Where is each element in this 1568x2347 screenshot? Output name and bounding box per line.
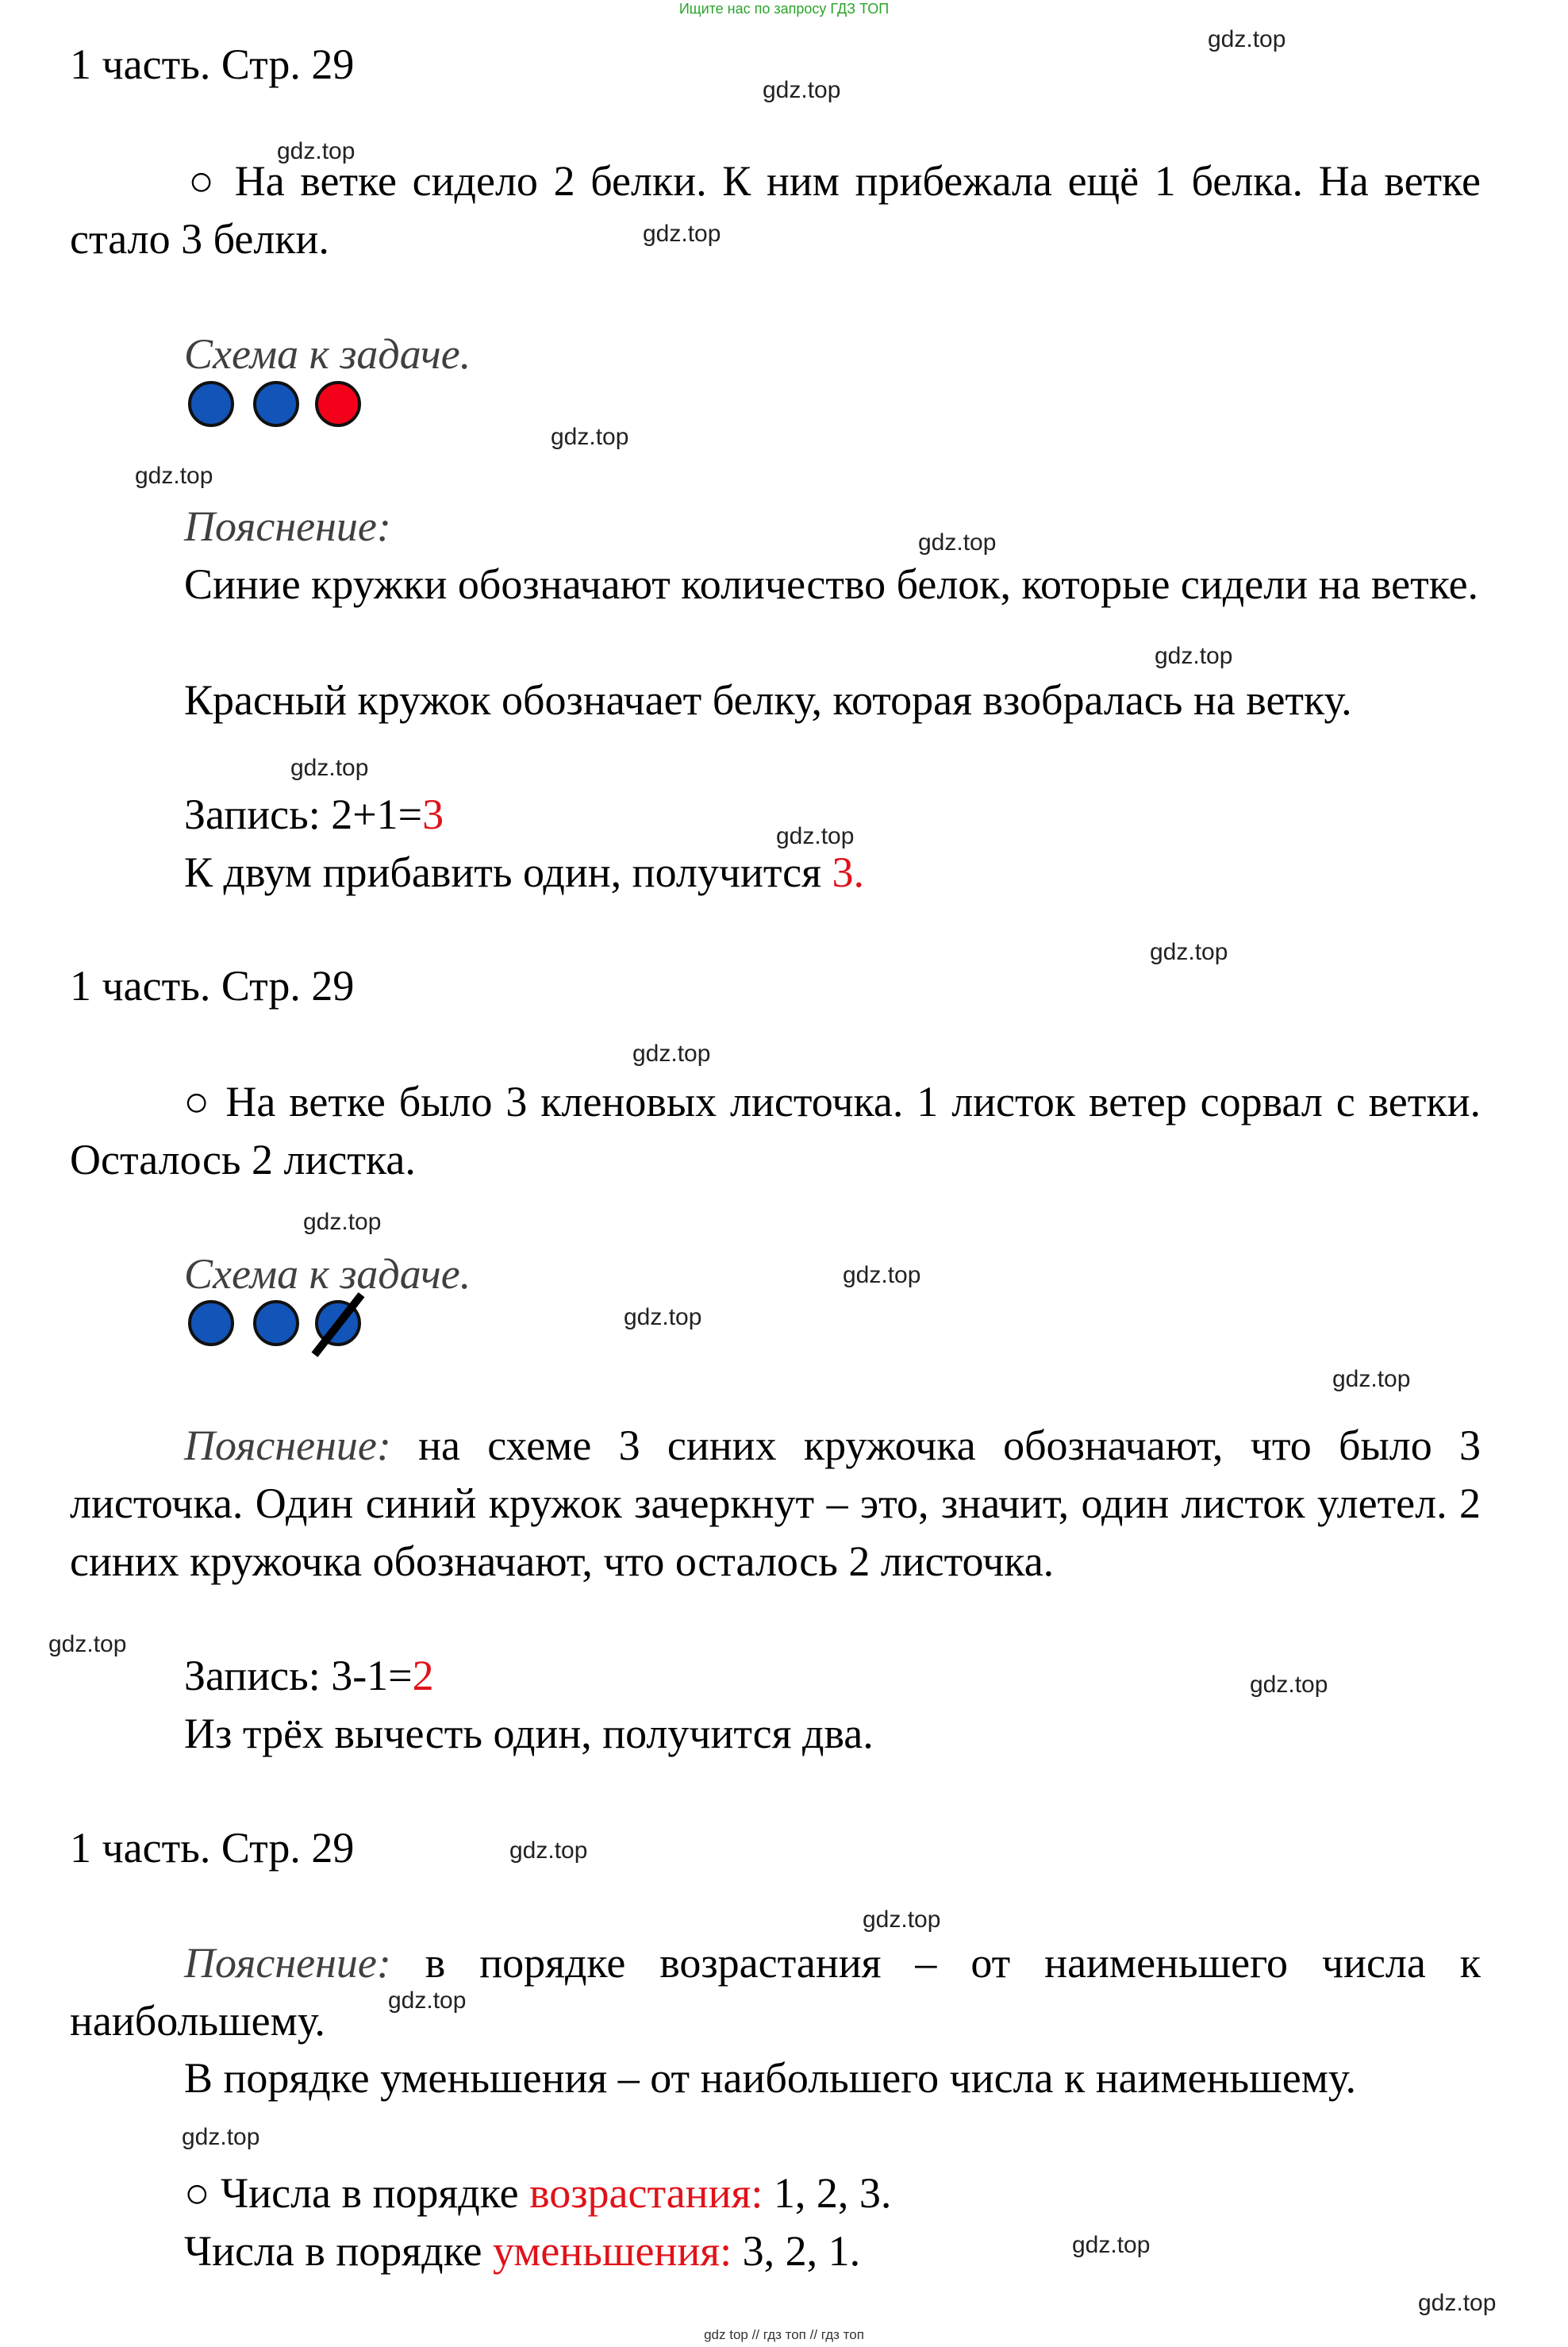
task1-record xyxy=(184,786,444,843)
task2-explanation-label: Пояснение: xyxy=(184,1422,391,1469)
watermark: gdz.top xyxy=(1072,2232,1151,2258)
watermark: gdz.top xyxy=(135,463,213,489)
watermark: gdz.top xyxy=(290,755,369,781)
task3-desc-word: уменьшения: xyxy=(492,2227,732,2275)
watermark: gdz.top xyxy=(303,1209,382,1235)
task1-record-answer: 3 xyxy=(422,791,444,838)
watermark: gdz.top xyxy=(509,1837,588,1864)
task1-explanation-2-text: Красный кружок обозначает белку, которая взобралась на ветку. xyxy=(184,676,1352,724)
watermark: gdz.top xyxy=(1418,2290,1497,2316)
blue-circle xyxy=(188,381,234,427)
watermark: gdz.top xyxy=(776,823,855,849)
watermark: gdz.top xyxy=(863,1906,941,1933)
task1-problem-text: ○ На ветке сидело 2 белки. К ним прибежала ещё 1 белка. На ветке стало 3 белки. xyxy=(70,157,1481,263)
watermark: gdz.top xyxy=(624,1304,702,1330)
task1-explanation-1 xyxy=(70,556,1481,614)
task3-explanation-label: Пояснение: xyxy=(184,1939,391,1987)
task3-desc-prefix: Числа в порядке xyxy=(184,2227,493,2275)
task1-heading: 1 часть. Стр. 29 xyxy=(70,40,355,88)
watermark: gdz.top xyxy=(182,2124,260,2150)
watermark: gdz.top xyxy=(551,424,629,450)
task2-explanation-text: на схеме 3 синих кружочка обозначают, что было 3 листочка. Один синий кружок зачеркнут – это, значит, один листок улетел. 2 синих кружочка обозначают, что осталось 2 листочка. xyxy=(70,1422,1481,1585)
task2-sentence: Из трёх вычесть один, получится два. xyxy=(184,1710,874,1757)
task3-explanation-text: в порядке возрастания – от наименьшего числа к наибольшему. xyxy=(70,1939,1481,2045)
task2-explanation xyxy=(70,1417,1481,1591)
task2-record-label: Запись: 3-1= xyxy=(184,1652,413,1699)
task1-sentence-text: К двум прибавить один, получится xyxy=(184,848,832,896)
task3-explanation xyxy=(70,1934,1481,2050)
task1-record-label: Запись: 2+1= xyxy=(184,791,423,838)
task2-scheme-label: Схема к задаче. xyxy=(184,1250,471,1298)
task3-desc-values: 3, 2, 1. xyxy=(732,2227,861,2275)
task1-problem xyxy=(70,152,1481,268)
watermark: gdz.top xyxy=(277,138,355,164)
task1-explanation-2 xyxy=(70,671,1481,729)
task1-scheme-label: Схема к задаче. xyxy=(184,330,471,378)
blue-circle xyxy=(188,1300,234,1346)
task3-heading: 1 часть. Стр. 29 xyxy=(70,1824,355,1872)
blue-circle xyxy=(253,1300,299,1346)
task3-asc-word: возрастания: xyxy=(529,2169,763,2217)
task1-explanation-1-text: Синие кружки обозначают количество белок, которые сидели на ветке. xyxy=(184,560,1479,608)
task2-problem xyxy=(70,1073,1481,1189)
site-header-note: Ищите нас по запросу ГДЗ ТОП xyxy=(678,1,890,17)
task3-ascending-line xyxy=(184,2164,891,2222)
task3-asc-values: 1, 2, 3. xyxy=(763,2169,892,2217)
task1-sentence xyxy=(184,844,864,901)
task3-asc-prefix: ○ Числа в порядке xyxy=(184,2169,530,2217)
task3-descending-line xyxy=(184,2222,860,2280)
task2-heading: 1 часть. Стр. 29 xyxy=(70,962,355,1010)
watermark: gdz.top xyxy=(843,1262,921,1288)
task1-sentence-answer: 3. xyxy=(832,848,864,896)
task3-explanation-2: В порядке уменьшения – от наибольшего числа к наименьшему. xyxy=(184,2054,1356,2102)
watermark: gdz.top xyxy=(1208,26,1286,52)
watermark: gdz.top xyxy=(1250,1672,1328,1698)
blue-circle xyxy=(253,381,299,427)
task2-record-answer: 2 xyxy=(412,1652,434,1699)
watermark: gdz.top xyxy=(632,1041,711,1067)
task2-problem-text: ○ На ветке было 3 кленовых листочка. 1 листок ветер сорвал с ветки. Осталось 2 листка. xyxy=(70,1078,1481,1183)
watermark: gdz.top xyxy=(48,1631,127,1657)
red-circle xyxy=(315,381,361,427)
watermark: gdz.top xyxy=(1150,939,1228,965)
watermark: gdz.top xyxy=(1332,1366,1411,1392)
watermark: gdz.top xyxy=(918,529,997,556)
watermark: gdz.top xyxy=(643,221,721,247)
watermark: gdz.top xyxy=(388,1987,467,2014)
site-footer-note: gdz top // гдз топ // гдз топ xyxy=(704,2327,864,2342)
task1-explanation-label: Пояснение: xyxy=(184,502,391,550)
task2-record xyxy=(184,1647,434,1704)
watermark: gdz.top xyxy=(1155,643,1233,669)
watermark: gdz.top xyxy=(763,77,841,103)
